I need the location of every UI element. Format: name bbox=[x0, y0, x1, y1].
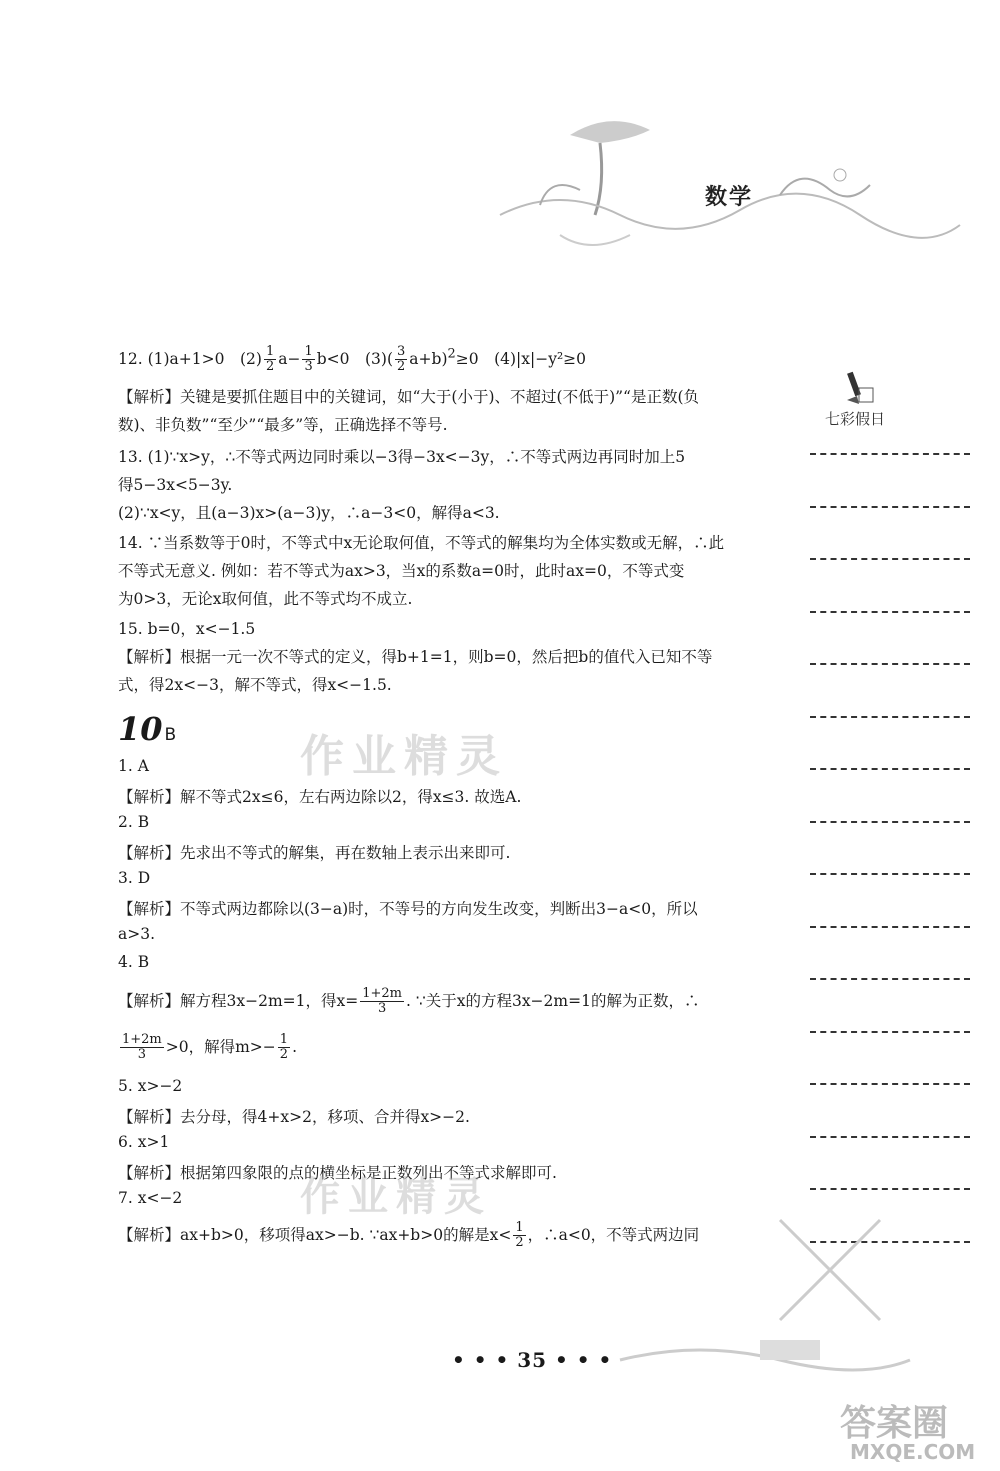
sidebar-label: 七彩假日 bbox=[825, 410, 886, 428]
a3: 3. D bbox=[118, 869, 151, 887]
q12-note: 【解析】关键是要抓住题目中的关键词，如“大于(小于)、不超过(不低于)”“是正数(负 bbox=[118, 388, 700, 406]
q15-note: 式，得2x<−3，解不等式，得x<−1.5. bbox=[118, 676, 392, 694]
a5: 5. x>−2 bbox=[118, 1077, 183, 1095]
sidebar-dash-line bbox=[810, 453, 970, 455]
page-number: • • • 35 • • • bbox=[452, 1348, 613, 1372]
subject-title: 数学 bbox=[705, 184, 754, 210]
sidebar-dash-line bbox=[810, 611, 970, 613]
pencil-icon bbox=[845, 370, 875, 406]
fraction-three-half: $\frac{3}{2}$ bbox=[397, 344, 406, 375]
a4-note: 【解析】解方程3x−2m=1，得x= $\frac{1+2m}{3}$ . ∵关于x的方程3x−2m=1的解为正数，∴ bbox=[118, 986, 700, 1017]
q14-answer: 为0>3，无论x取何值，此不等式均不成立. bbox=[118, 590, 413, 608]
a4: 4. B bbox=[118, 953, 150, 971]
a3-note: a>3. bbox=[118, 925, 156, 943]
q12-note: 数)、非负数”“至少”“最多”等，正确选择不等号. bbox=[118, 416, 448, 434]
a2: 2. B bbox=[118, 813, 150, 831]
q13-answer: (2)∵x<y，且(a−3)x>(a−3)y，∴a−3<0，解得a<3. bbox=[118, 504, 500, 522]
a6: 6. x>1 bbox=[118, 1133, 170, 1151]
a1-note: 【解析】解不等式2x≤6，左右两边除以2，得x≤3. 故选A. bbox=[118, 788, 522, 806]
section-10-heading: 10 B bbox=[118, 710, 177, 748]
sidebar-dash-line bbox=[810, 716, 970, 718]
site-url: MXQE.COM bbox=[850, 1440, 976, 1464]
a4-note: $\frac{1+2m}{3}$ >0，解得m>− $\frac{1}{2}$ . bbox=[122, 1032, 298, 1063]
sidebar-dash-line bbox=[810, 558, 970, 560]
watermark-text: 作业精灵 bbox=[300, 1174, 492, 1220]
sidebar-dash-line bbox=[810, 1031, 970, 1033]
sidebar-dash-line bbox=[810, 1188, 970, 1190]
sidebar-dash-line bbox=[810, 873, 970, 875]
sidebar-dash-line bbox=[810, 926, 970, 928]
sidebar-dash-line bbox=[810, 506, 970, 508]
site-logo: 答案圈 bbox=[840, 1403, 949, 1444]
fraction-half: $\frac{1}{2}$ bbox=[265, 344, 275, 375]
a6-note: 【解析】根据第四象限的点的横坐标是正数列出不等式求解即可. bbox=[118, 1164, 557, 1182]
sidebar-dash-line bbox=[810, 768, 970, 770]
sidebar-dash-line bbox=[810, 663, 970, 665]
q14-answer: 不等式无意义. 例如：若不等式为ax>3，当x的系数a=0时，此时ax=0，不等式变 bbox=[118, 562, 685, 580]
q13-answer: 13. (1)∵x>y，∴不等式两边同时乘以−3得−3x<−3y，∴不等式两边再同时加上5 bbox=[118, 448, 686, 466]
sidebar-dash-line bbox=[810, 1083, 970, 1085]
fraction-m: $\frac{1+2m}{3}$ bbox=[362, 986, 402, 1017]
a7: 7. x<−2 bbox=[118, 1189, 183, 1207]
fraction-half: $\frac{1}{2}$ bbox=[279, 1032, 289, 1063]
q15-note: 【解析】根据一元一次不等式的定义，得b+1=1，则b=0，然后把b的值代入已知不等 bbox=[118, 648, 713, 666]
sidebar-dash-line bbox=[810, 821, 970, 823]
a1: 1. A bbox=[118, 757, 149, 775]
q15-answer: 15. b=0，x<−1.5 bbox=[118, 620, 256, 638]
sidebar-dash-line bbox=[810, 1136, 970, 1138]
a3-note: 【解析】不等式两边都除以(3−a)时，不等号的方向发生改变，判断出3−a<0，所以 bbox=[118, 900, 698, 918]
a7-note: 【解析】ax+b>0，移项得ax>−b. ∵ax+b>0的解是x< $\frac{1}{2}$ ，∴a<0，不等式两边同 bbox=[118, 1220, 700, 1251]
watermark-text: 作业精灵 bbox=[300, 731, 508, 782]
q12-answer: 12. (1)a+1>0 (2) $\frac{1}{2}$ a− $\frac{1}{3}$ b<0 (3)( $\frac{3}{2}$ a+b)$^2$≥0 (4)|x|−y²≥0 bbox=[118, 344, 587, 375]
q13-answer: 得5−3x<5−3y. bbox=[118, 476, 233, 494]
a2-note: 【解析】先求出不等式的解集，再在数轴上表示出来即可. bbox=[118, 844, 511, 862]
fraction-third: $\frac{1}{3}$ bbox=[304, 344, 313, 375]
fraction-m: $\frac{1+2m}{3}$ bbox=[122, 1032, 162, 1063]
q14-answer: 14. ∵当系数等于0时，不等式中x无论取何值，不等式的解集均为全体实数或无解，∴此 bbox=[118, 534, 725, 552]
windmill-decoration bbox=[600, 1200, 920, 1380]
a5-note: 【解析】去分母，得4+x>2，移项、合并得x>−2. bbox=[118, 1108, 470, 1126]
fraction-half: $\frac{1}{2}$ bbox=[515, 1220, 524, 1251]
sidebar-dash-line bbox=[810, 978, 970, 980]
